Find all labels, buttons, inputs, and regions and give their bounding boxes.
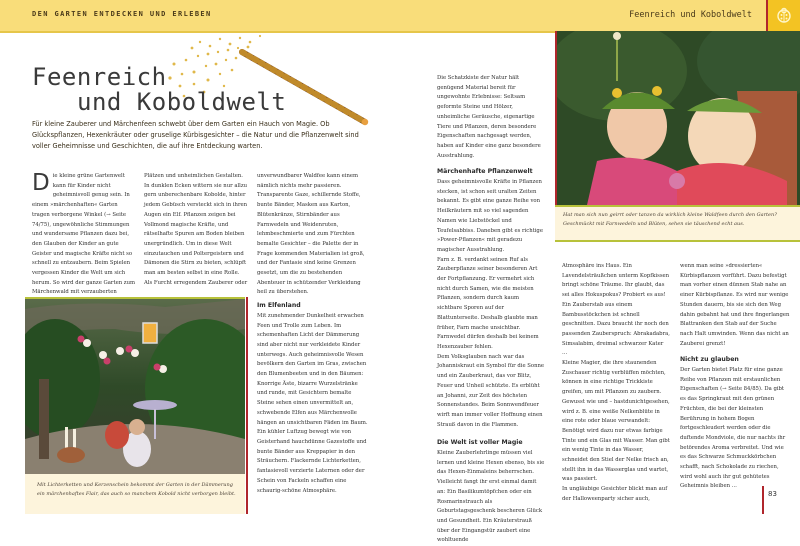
col4-paragraph: Kleine Zauberlehrlinge müssen viel lernen und kleine Hexen ebenso, bis sie das Hexen-Einmaleins beherrschen. Vielleicht fangt ihr erst einmal damit an: Ein Basilikumtöpfchen oder ein Rosmarinstrauch als Geburtstagsgeschenk bescheren Glück und Gesundheit. Ein Kräuterstrauß über der Eingangstür zaubert eine wohltuende bbox=[437, 450, 545, 544]
title-line-2: und Koboldwelt bbox=[77, 88, 287, 116]
page-number-bar bbox=[762, 486, 764, 514]
ladybug-icon bbox=[775, 6, 793, 24]
column-5 bbox=[562, 262, 670, 505]
divider-line bbox=[246, 297, 248, 514]
subheading-elfenland: Im Elfenland bbox=[257, 302, 301, 310]
photo-caption bbox=[25, 474, 245, 514]
col5-paragraph: Kleine Magier, die ihre staunenden Zuschauer richtig verblüffen möchten, können in eine richtige Trickkiste greifen, um mit Pflanzen zu zaubern. Gewusst wie und – hastdunichtgesehen, wird z. B. eine weiße Nelkenblüte in eine rote oder blaue verwandelt: Benötigt wird dazu nur etwas farbige Tinte und ein Glas mit Wasser. Man gibt ein wenig Tinte in das Wasser, schneidet den Stiel der Nelke frisch an, stellt ihn in das Wasserglas und wartet, was passiert. bbox=[562, 360, 670, 483]
column-3 bbox=[257, 172, 369, 496]
caption-photo1: Mit Lichterketten und Kerzenschein bekommt der Garten in der Dämmerung ein märchenhaftes Flair, das auch so manchem Kobold nicht verborgen bleibt. bbox=[37, 482, 236, 497]
garden-lights-photo bbox=[25, 299, 245, 474]
page-number: 83 bbox=[768, 490, 777, 498]
col1-text: ie kleine grüne Gartenwelt kann für Kinder nicht geheimnisvoll genug sein. In einem »märchenhaften« Garten tragen verborgene Winkel (→ Seite 74/75), ungewöhnliche Stimmungen und wundersame Pflanzen dazu bei, den Glauben der Kinder an gute Geister und magische Kräfte nicht so schnell zu entzaubern. Beim Spielen vergessen Kinder die Welt um sich herum. So wird der ganze Garten zum Märchenwald mit verzauberten bbox=[32, 173, 136, 296]
col3-paragraph: unverwundbarer Waldfee kann einem nämlich nichts mehr passieren. Transparente Gaze, schillernde Stoffe, bunte Bänder, Masken aus Karton, Blütenkränze, Stirnbänder aus Farnwedeln und Weidenruten, lehmbeschmierte und zum Fürchten bemalte Gesichter – die Palette der in Frage kommenden Materialien ist groß, und der Fantasie sind keine Grenzen gesetzt, um die zu bestehenden Abenteuer in schützender Verkleidung heil zu überstehen. bbox=[257, 173, 365, 296]
col2-text: Plätzen und unheimlichen Gestalten. In dunklen Ecken wittern sie nur allzu gern unberechenbare Kobolde, hinter jedem Gebüsch versteckt sich in ihren Augen ein Elf. Pflanzen zeigen bei Vollmond magische Kräfte, und rätselhafte Spuren am Boden bleiben unergründlich. Um in diese Welt einzutauchen und Poltergeistern und Dämonen die Stirn zu bieten, schlüpft man am besten selbst in eine Rolle. Als Furcht erregendem Zauberer oder bbox=[144, 173, 248, 286]
col4-paragraph: Farn z. B. verdankt seinen Ruf als Zauberpflanze seiner besonderen Art der Fortpflanzung. Er vermehrt sich nicht durch Samen, wie die meisten Pflanzen, sondern durch kaum sichtbare Sporen auf der Blattunterseite. Deshalb glaubte man früher, Farn mache unsichtbar. Farnwedel dürfen deshalb bei keinem Hexenzauber fehlen. bbox=[437, 256, 539, 350]
column-6 bbox=[680, 262, 790, 492]
column-2 bbox=[144, 172, 249, 288]
subheading-nicht-zu-glauben: Nicht zu glauben bbox=[680, 356, 739, 364]
drop-cap: D bbox=[32, 170, 50, 196]
subheading-pflanzenwelt: Märchenhafte Pflanzenwelt bbox=[437, 168, 533, 176]
chapter-tab bbox=[766, 0, 800, 31]
section-title: DEN GARTEN ENTDECKEN UND ERLEBEN bbox=[32, 10, 212, 18]
lead-paragraph: Für kleine Zauberer und Märchenfeen schwebt über dem Garten ein Hauch von Magie. Ob Glückspflanzen, Hexenkräuter oder gruselige Kürbisgesichter – die Natur und die Pflanzenwelt sind voller Geheimnisse und Geschichten, die auf ihre Entdeckung warten. bbox=[32, 120, 359, 150]
caption-photo2: Hat man sich nun geirrt oder tanzen da wirklich kleine Waldfeen durch den Garten? Geschmückt mit Farnwedeln und Blüten, sehen sie täuschend echt aus. bbox=[563, 212, 777, 227]
page-title bbox=[32, 65, 286, 115]
col6-paragraph: Der Garten bietet Platz für eine ganze Reihe von Pflanzen mit erstaunlichen Eigenschaften (→ Seite 84/85). Da gibt es das Springkraut mit den grünen Früchten, die bei der kleinsten Berührung in hohem Bogen fortgeschleudert werden oder die duftende Mondviole, die nur nachts ihr betörendes Aroma verbreitet. Und wie es das Schwarze Schmuckkörbchen schafft, nach Schokolade zu riechen, wird wohl auch ihr gut gehütetes Geheimnis bleiben … bbox=[680, 367, 786, 490]
photo-evening-garden bbox=[25, 297, 245, 476]
col4-paragraph: Dass geheimnisvolle Kräfte in Pflanzen stecken, ist schon seit uralten Zeiten bekannt. Es gibt eine ganze Reihe von Heilkräutern mit so viel sagenden Namen wie Liebstöckel und Teufelsabbiss. Daneben gibt es richtige »Power-Pflanzen« mit geradezu magischer Ausstrahlung. bbox=[437, 179, 543, 253]
subheading-magie: Die Welt ist voller Magie bbox=[437, 439, 523, 447]
col6-paragraph: wenn man seine »dressierten« Kürbispflanzen vorführt. Dazu befestigt man vorher einen dünnen Stab nahe an einer Kürbispflanze. Es wird nur wenige Stunden dauern, bis sie sich den Weg dahin gebahnt hat und ihre fingerlangen Blattranken den Stab auf der Suche nach Halt umwinden. Wenn das nicht an Zauberei grenzt! bbox=[680, 263, 790, 347]
column-4 bbox=[437, 74, 545, 546]
col5-paragraph: In ungläubige Gesichter blickt man auf der Halloweenparty sicher auch, bbox=[562, 486, 668, 502]
running-header bbox=[0, 0, 800, 33]
fairy-children-photo bbox=[557, 31, 800, 205]
col4-paragraph: Dem Volksglauben nach war das Johanniskraut ein Symbol für die Sonne und ein Zauberkraut, das vor Blitz, Feuer und Unheil schützte. Es erblüht an Johanni, zur Zeit des höchsten Sonnenstandes. Beim Sonnwendfeuer wirft man immer voller Hoffnung einen Strauß davon in die Flammen. bbox=[437, 353, 545, 428]
title-line-1: Feenreich bbox=[32, 63, 167, 91]
chapter-title: Feenreich und Koboldwelt bbox=[629, 10, 752, 20]
col5-paragraph: Atmosphäre ins Haus. Ein Lavendelsträußchen unterm Kopfkissen bringt schöne Träume. Ihr glaubt, das sei alles Hokuspokus? Probiert es aus! Ein Zauberstab aus einem Bambusstöckchen ist schnell geschnitten. Dazu braucht ihr noch den passenden Zauberspruch: Abrakadabra, Simsalabim, dreimal schwarzer Kater … bbox=[562, 263, 670, 357]
col3-paragraph: Mit zunehmender Dunkelheit erwachen Feen und Trolle zum Leben. Im schemenhaften Licht der Dämmerung sind aber nicht nur verkleidete Kinder unterwegs. Auch geheimnisvolle Wesen bevölkern den Garten im Gras, zwischen den Blumenbeeten und in den Bäumen: Knorrige Äste, bizarre Wurzelstränke und runde, mit Gesichtern bemalte Steine sehen einen unvermittelt an, schwebende Elfen aus Märchenwolle hängen an unsichtbaren Fäden im Baum. Ein kühler Luftzug bewegt wie von Geisterhand hauchdünne Gazestoffe und bunte Bänder aus Kreppapier in den Sträuchern. Flackernde Lichterketten, fantasievoll verzierte Laternen oder der Schein von Fackeln schaffen eine schaurig-schöne Atmosphäre. bbox=[257, 312, 368, 494]
col4-paragraph: Die Schatzkiste der Natur hält genügend Material bereit für ungewohnte Erlebnisse: Seltsam geformte Steine und Hölzer, unheimliche Geräusche, eigenartige Tiere und Pflanzen, deren besondere Eigenschaften nachgesagt werden, haben auf Kinder eine ganz besondere Ausstrahlung. bbox=[437, 75, 541, 159]
photo-caption bbox=[555, 205, 800, 242]
column-1 bbox=[32, 172, 137, 298]
photo-fairy-children bbox=[555, 31, 800, 205]
